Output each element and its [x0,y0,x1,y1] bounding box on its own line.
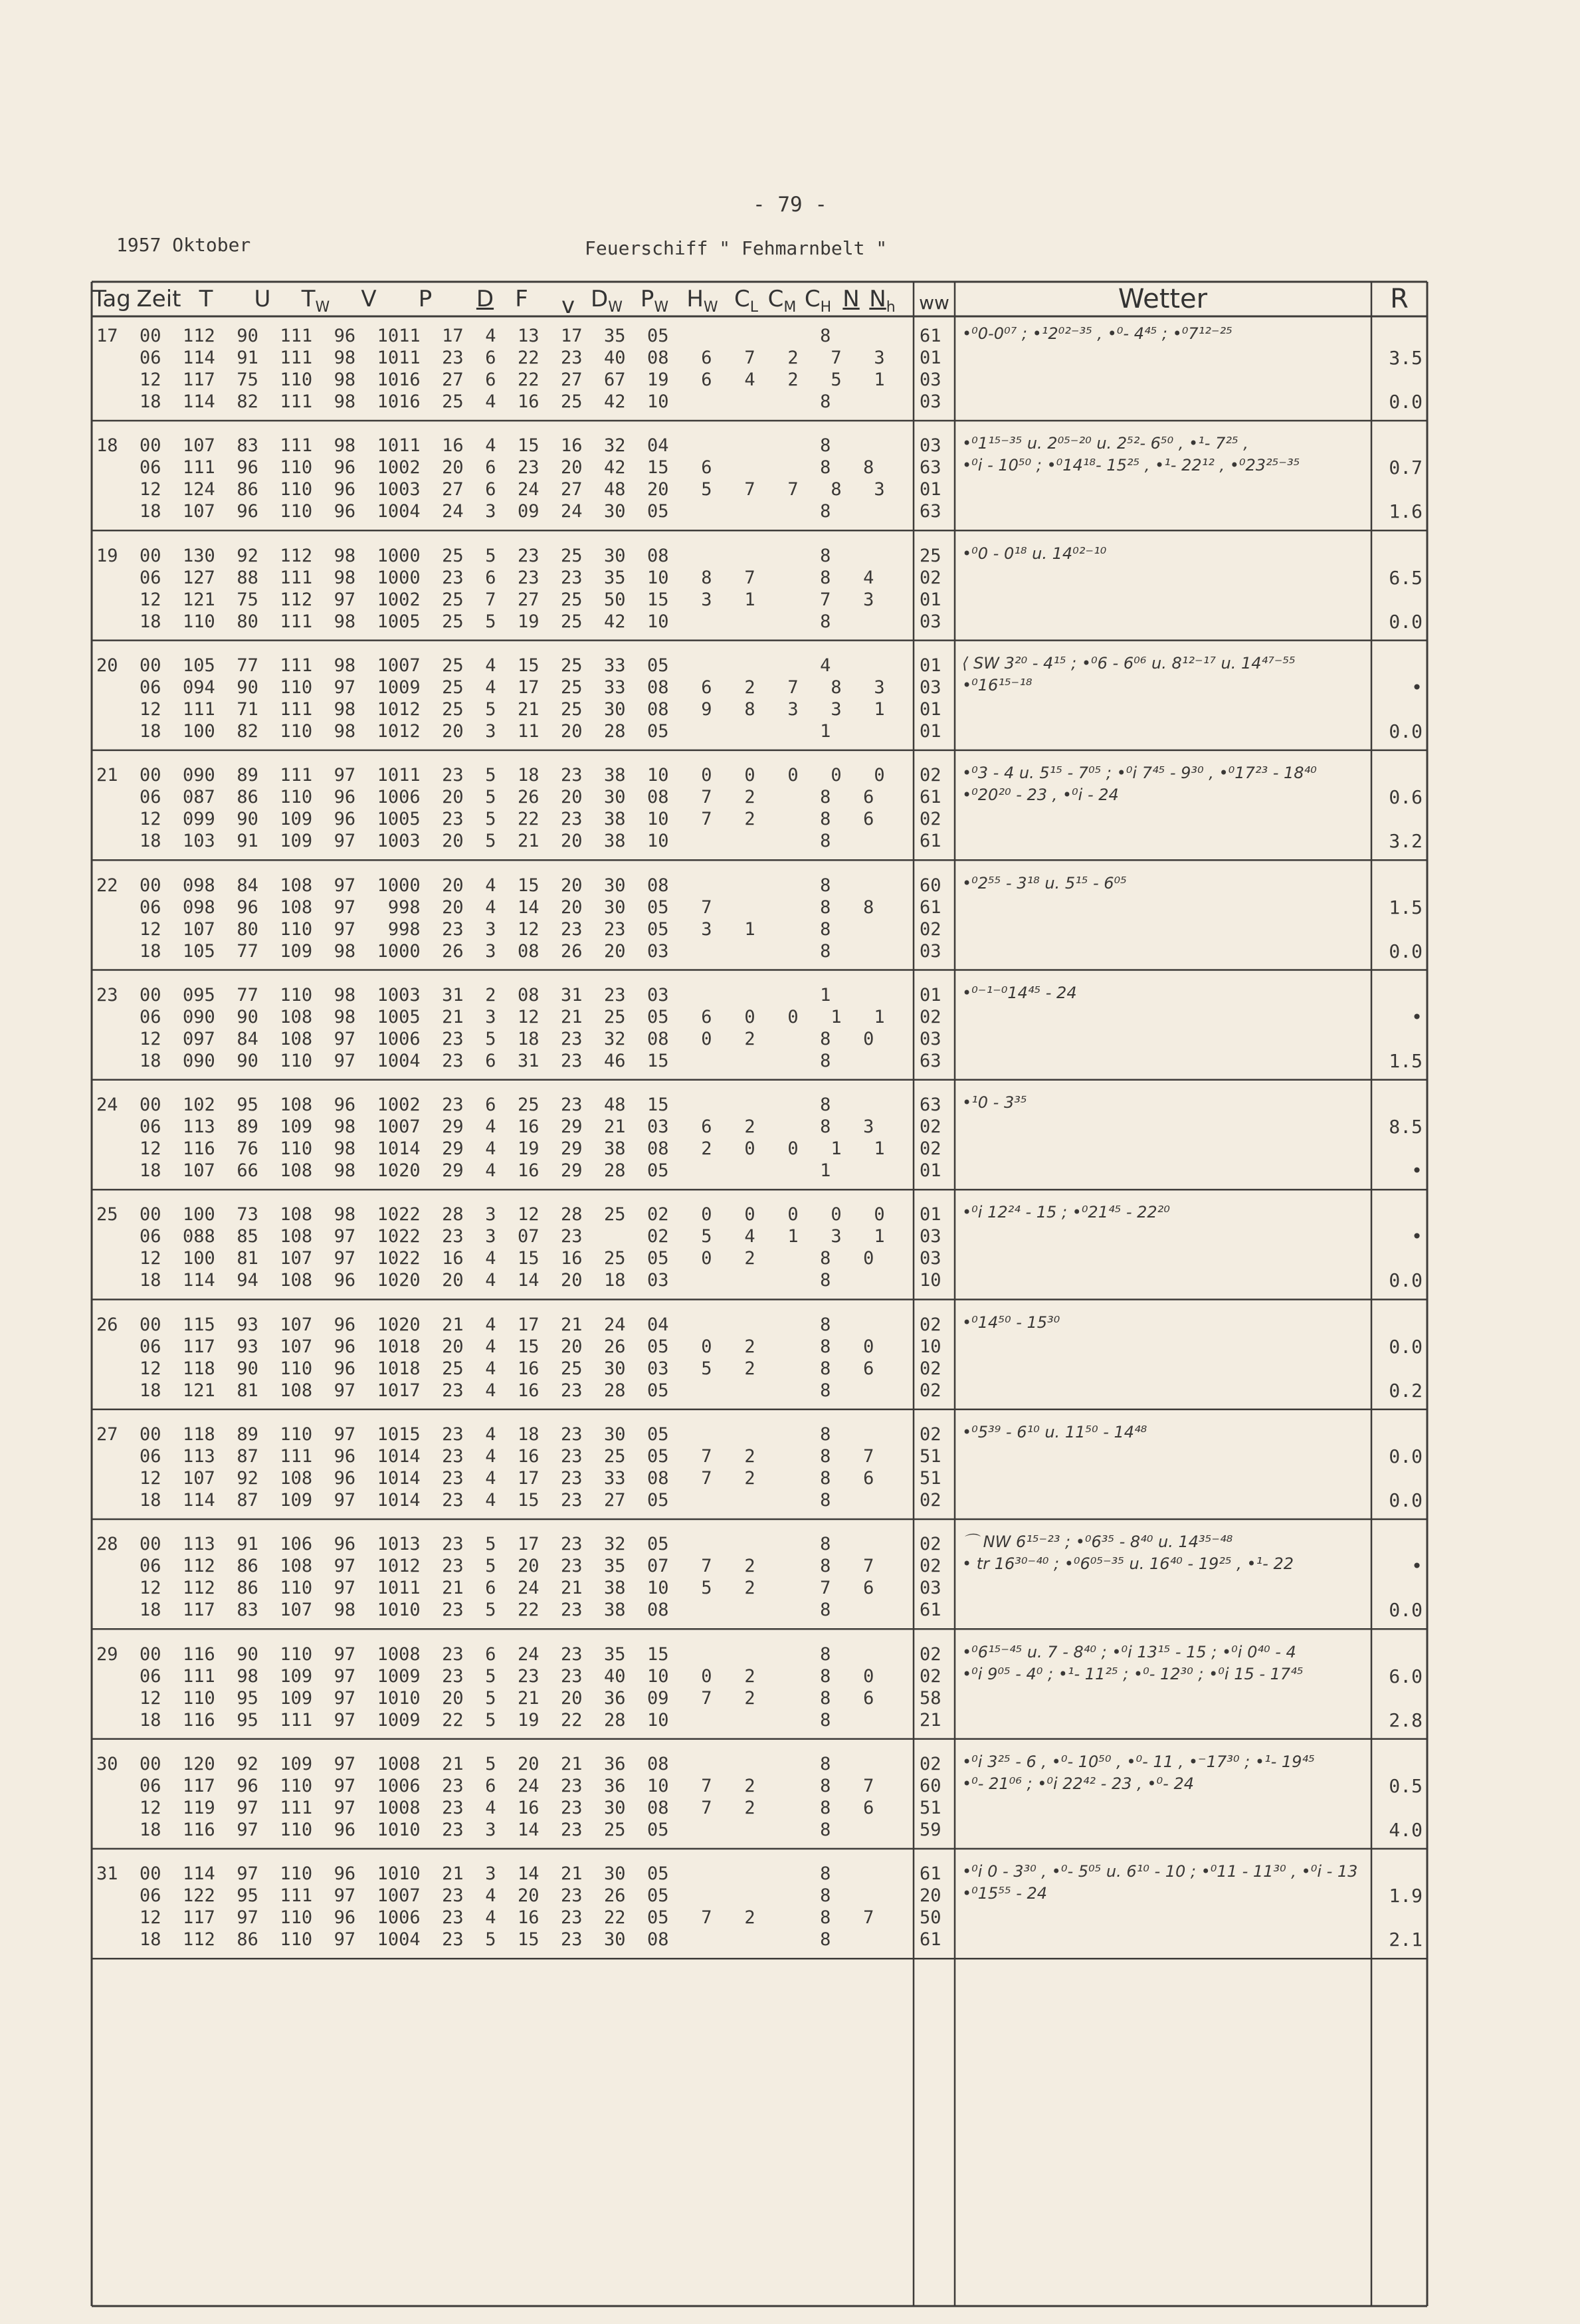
precipitation-value: 8.5 [1389,1116,1423,1138]
ww-code: 03 [920,1248,941,1269]
col-ww: ww [919,292,949,314]
table-row: 12 124 86 110 96 1003 27 6 24 27 48 20 5 7 7 8 3 [96,479,885,500]
table-row: 06 098 96 108 97 998 20 4 14 20 30 05 7 8 8 [96,897,874,918]
precipitation-value: 3.2 [1389,830,1423,853]
ww-code: 02 [920,1138,941,1160]
col-nh: $N_h$ [869,286,896,316]
ww-code: 02 [920,1006,941,1027]
col-v: V [361,286,377,312]
table-row: 18 116 95 111 97 1009 22 5 19 22 28 10 8 [96,1709,831,1731]
weather-note: •⁰14⁵⁰ - 15³⁰ [962,1313,1060,1332]
table-row: 19 00 130 92 112 98 1000 25 5 23 25 30 08 8 [96,545,831,566]
precipitation-value: 2.1 [1389,1929,1423,1951]
weather-note: •⁰5³⁹ - 6¹⁰ u. 11⁵⁰ - 14⁴⁸ [962,1423,1147,1441]
table-row: 12 116 76 110 98 1014 29 4 19 29 38 08 2 0 0 1 1 [96,1138,885,1160]
ww-code: 02 [920,1643,941,1665]
table-row: 12 119 97 111 97 1008 23 4 16 23 30 08 7 2 8 6 [96,1797,874,1818]
table-row: 06 087 86 110 96 1006 20 5 26 20 30 08 7 2 8 6 [96,787,874,808]
table-row: 06 094 90 110 97 1009 25 4 17 25 33 08 6 2 7 8 3 [96,677,885,698]
ww-code: 10 [920,1270,941,1291]
ww-code: 60 [920,875,941,896]
table-row: 18 121 81 108 97 1017 23 4 16 23 28 05 8 [96,1380,831,1401]
weather-note: • tr 16³⁰⁻⁴⁰ ; •⁰6⁰⁵⁻³⁵ u. 16⁴⁰ - 19²⁵ , •¹- 22 [962,1554,1294,1574]
col-pw: $P_W$ [640,286,669,316]
ww-code: 61 [920,897,941,918]
ww-code: 02 [920,1534,941,1555]
table-row: 23 00 095 77 110 98 1003 31 2 08 31 23 03 1 [96,984,831,1005]
table-row: 06 117 93 107 96 1018 20 4 15 20 26 05 0 2 8 0 [96,1336,874,1357]
ww-code: 51 [920,1446,941,1467]
weather-note: •⁰15⁵⁵ - 24 [962,1884,1048,1903]
col-cl: $C_L$ [734,286,758,316]
ww-code: 02 [920,567,941,588]
ww-code: 25 [920,545,941,566]
col-f: F [515,286,528,312]
ww-code: 20 [920,1885,941,1907]
ww-code: 51 [920,1797,941,1818]
ww-code: 03 [920,1226,941,1247]
table-row: 06 111 96 110 96 1002 20 6 23 20 42 15 6 8 8 [96,457,874,478]
weather-note: •⁰2⁵⁵ - 3¹⁸ u. 5¹⁵ - 6⁰⁵ [962,873,1127,893]
ww-code: 03 [920,1028,941,1049]
ww-code: 63 [920,1050,941,1071]
weather-note: ⌒ NW 6¹⁵⁻²³ ; •⁰6³⁵ - 8⁴⁰ u. 14³⁵⁻⁴⁸ [962,1532,1233,1552]
table-row: 18 00 107 83 111 98 1011 16 4 15 16 32 04 8 [96,435,831,457]
precipitation-value: 0.0 [1389,391,1423,413]
table-row: 18 114 94 108 96 1020 20 4 14 20 18 03 8 [96,1270,831,1291]
precipitation-value: 0.0 [1389,1599,1423,1622]
ww-code: 03 [920,677,941,698]
precipitation-value: 1.5 [1389,896,1423,918]
table-row: 30 00 120 92 109 97 1008 21 5 20 21 36 08 8 [96,1753,831,1774]
table-row: 24 00 102 95 108 96 1002 23 6 25 23 48 15 8 [96,1095,831,1116]
precipitation-value: • [1411,1225,1423,1248]
table-row: 18 117 83 107 98 1010 23 5 22 23 38 08 8 [96,1600,831,1621]
table-row: 12 111 71 111 98 1012 25 5 21 25 30 08 9 8 3 3 1 [96,698,885,720]
table-row: 12 099 90 109 96 1005 23 5 22 23 38 10 7 2 8 6 [96,809,874,830]
col-dw: $D_W$ [591,286,623,316]
table-row: 18 112 86 110 97 1004 23 5 15 23 30 08 8 [96,1929,831,1951]
ww-code: 59 [920,1819,941,1840]
col-cm: $C_M$ [767,286,797,316]
table-row: 12 117 75 110 98 1016 27 6 22 27 67 19 6 4 2 5 1 [96,370,885,390]
col-zeit: Zeit [136,286,181,312]
precipitation-value: 0.0 [1389,610,1423,633]
table-row: 28 00 113 91 106 96 1013 23 5 17 23 32 05 8 [96,1534,831,1555]
ww-code: 61 [920,1929,941,1951]
ww-code: 02 [920,765,941,786]
weather-note: ⟨ SW 3²⁰ - 4¹⁵ ; •⁰6 - 6⁰⁶ u. 8¹²⁻¹⁷ u. 14⁴⁷⁻⁵⁵ [962,653,1296,673]
col-t: T [199,286,213,312]
ww-code: 63 [920,501,941,522]
ww-code: 02 [920,1665,941,1687]
ww-code: 61 [920,326,941,346]
col-tw: $T_W$ [301,286,330,316]
table-row: 25 00 100 73 108 98 1022 28 3 12 28 25 02 0 0 0 0 0 [96,1204,885,1225]
table-row: 18 090 90 110 97 1004 23 6 31 23 46 15 8 [96,1050,831,1071]
weather-note: •⁰0 - 0¹⁸ u. 14⁰²⁻¹⁰ [962,544,1107,563]
ww-code: 02 [920,1380,941,1401]
col-vv: v [561,292,575,319]
table-row: 06 117 96 110 97 1006 23 6 24 23 36 10 7 2 8 7 [96,1775,874,1796]
precipitation-value: 0.0 [1389,720,1423,742]
table-row: 29 00 116 90 110 97 1008 23 6 24 23 35 15 8 [96,1643,831,1665]
table-row: 18 116 97 110 96 1010 23 3 14 23 25 05 8 [96,1819,831,1840]
year-month: 1957 Oktober [116,234,251,256]
table-row: 12 112 86 110 97 1011 21 6 24 21 38 10 5 2 7 6 [96,1578,874,1599]
ww-code: 61 [920,1863,941,1885]
ww-code: 03 [920,940,941,962]
table-row: 20 00 105 77 111 98 1007 25 4 15 25 33 05 4 [96,655,831,676]
weather-note: •⁰0-0⁰⁷ ; •¹2⁰²⁻³⁵ , •⁰- 4⁴⁵ ; •⁰7¹²⁻²⁵ [962,324,1233,343]
precipitation-value: 0.0 [1389,1335,1423,1358]
weather-note: •⁰6¹⁵⁻⁴⁵ u. 7 - 8⁴⁰ ; •⁰i 13¹⁵ - 15 ; •⁰i 0⁴⁰ - 4 [962,1642,1296,1661]
precipitation-value: • [1411,1555,1423,1578]
ww-code: 02 [920,1490,941,1511]
ww-code: 51 [920,1468,941,1489]
table-row: 18 107 66 108 98 1020 29 4 16 29 28 05 1 [96,1160,831,1182]
table-row: 12 121 75 112 97 1002 25 7 27 25 50 15 3 1 7 3 [96,589,874,610]
weather-note: •⁰⁻¹⁻⁰14⁴⁵ - 24 [962,983,1077,1002]
table-row: 06 088 85 108 97 1022 23 3 07 23 02 5 4 1 3 1 [96,1226,885,1247]
col-wetter: Wetter [1118,284,1208,314]
ww-code: 01 [920,1204,941,1225]
col-u: U [254,286,271,312]
ww-code: 02 [920,1116,941,1138]
ww-code: 01 [920,1160,941,1182]
col-hw: $H_W$ [686,286,718,316]
precipitation-value: 4.0 [1389,1818,1423,1841]
ww-code: 58 [920,1687,941,1709]
ww-code: 03 [920,435,941,457]
ww-code: 01 [920,348,941,368]
table-row: 12 117 97 110 96 1006 23 4 16 23 22 05 7 2 8 7 [96,1907,874,1929]
precipitation-value: 2.8 [1389,1709,1423,1731]
table-row: 18 114 87 109 97 1014 23 4 15 23 27 05 8 [96,1490,831,1511]
precipitation-value: • [1411,676,1423,698]
ww-code: 01 [920,720,941,742]
precipitation-value: 1.5 [1389,1049,1423,1072]
ww-code: 01 [920,698,941,720]
table-row: 22 00 098 84 108 97 1000 20 4 15 20 30 08 8 [96,875,831,896]
table-row: 06 114 91 111 98 1011 23 6 22 23 40 08 6 7 2 7 3 [96,348,885,368]
col-n: N [842,286,860,312]
ww-code: 03 [920,1578,941,1599]
precipitation-value: 1.9 [1389,1885,1423,1907]
table-row: 12 100 81 107 97 1022 16 4 15 16 25 05 0 2 8 0 [96,1248,874,1269]
precipitation-value: 0.6 [1389,786,1423,809]
ww-code: 01 [920,479,941,500]
precipitation-value: 0.0 [1389,1269,1423,1292]
precipitation-value: • [1411,1005,1423,1028]
table-row: 12 118 90 110 96 1018 25 4 16 25 30 03 5 2 8 6 [96,1358,874,1379]
ww-code: 03 [920,391,941,412]
weather-note: •¹0 - 3³⁵ [962,1093,1027,1112]
ww-code: 61 [920,831,941,852]
ww-code: 01 [920,589,941,610]
precipitation-value: 0.0 [1389,1445,1423,1467]
precipitation-value: 0.5 [1389,1774,1423,1797]
table-row: 18 103 91 109 97 1003 20 5 21 20 38 10 8 [96,831,831,852]
col-d: D [476,286,494,312]
precipitation-value: 6.5 [1389,566,1423,589]
ww-code: 63 [920,457,941,478]
table-row: 12 110 95 109 97 1010 20 5 21 20 36 09 7 2 8 6 [96,1687,874,1709]
ww-code: 50 [920,1907,941,1929]
weather-note: •⁰i 3²⁵ - 6 , •⁰- 10⁵⁰ , •⁰- 11 , •⁻17³⁰ ; •¹- 19⁴⁵ [962,1752,1315,1771]
ww-code: 01 [920,655,941,676]
table-row: 18 114 82 111 98 1016 25 4 16 25 42 10 8 [96,391,831,412]
table-row: 31 00 114 97 110 96 1010 21 3 14 21 30 05 8 [96,1863,831,1885]
table-row: 06 113 89 109 98 1007 29 4 16 29 21 03 6 2 8 3 [96,1116,874,1138]
table-row: 06 127 88 111 98 1000 23 6 23 23 35 10 8 7 8 4 [96,567,874,588]
table-row: 06 111 98 109 97 1009 23 5 23 23 40 10 0 2 8 0 [96,1665,874,1687]
ww-code: 60 [920,1775,941,1796]
ww-code: 02 [920,1556,941,1577]
weather-note: •⁰i 12²⁴ - 15 ; •⁰21⁴⁵ - 22²⁰ [962,1203,1170,1222]
table-row: 18 107 96 110 96 1004 24 3 09 24 30 05 8 [96,501,831,522]
col-r: R [1390,284,1409,314]
col-tag: Tag [92,286,131,312]
table-row: 27 00 118 89 110 97 1015 23 4 18 23 30 05 8 [96,1424,831,1445]
ww-code: 10 [920,1336,941,1357]
vessel-name: Feuerschiff " Fehmarnbelt " [585,237,888,259]
ww-code: 01 [920,984,941,1005]
precipitation-value: 6.0 [1389,1665,1423,1687]
weather-note: •⁰i - 10⁵⁰ ; •⁰14¹⁸- 15²⁵ , •¹- 22¹² , •⁰23²⁵⁻³⁵ [962,456,1300,475]
table-row: 06 122 95 111 97 1007 23 4 20 23 26 05 8 [96,1885,831,1907]
weather-note: •⁰i 0 - 3³⁰ , •⁰- 5⁰⁵ u. 6¹⁰ - 10 ; •⁰11 - 11³⁰ , •⁰i - 13 [962,1862,1358,1881]
ww-code: 63 [920,1095,941,1116]
table-row: 06 113 87 111 96 1014 23 4 16 23 25 05 7 2 8 7 [96,1446,874,1467]
table-row: 26 00 115 93 107 96 1020 21 4 17 21 24 04 8 [96,1314,831,1335]
weather-note: •⁰20²⁰ - 23 , •⁰i - 24 [962,786,1119,805]
ww-code: 02 [920,1358,941,1379]
table-row: 12 107 80 110 97 998 23 3 12 23 23 05 3 1 8 [96,918,831,940]
precipitation-value: 0.7 [1389,457,1423,479]
weather-note: •⁰1¹⁵⁻³⁵ u. 2⁰⁵⁻²⁰ u. 2⁵²- 6⁵⁰ , •¹- 7²⁵ , [962,434,1248,453]
ww-code: 02 [920,809,941,830]
table-row: 17 00 112 90 111 96 1011 17 4 13 17 35 05 8 [96,326,831,346]
table-row: 18 100 82 110 98 1012 20 3 11 20 28 05 1 [96,720,831,742]
table-row: 18 110 80 111 98 1005 25 5 19 25 42 10 8 [96,611,831,632]
page-number: - 79 - [753,193,827,217]
ww-code: 03 [920,611,941,632]
table-row: 21 00 090 89 111 97 1011 23 5 18 23 38 10 0 0 0 0 0 [96,765,885,786]
precipitation-value: 3.5 [1389,347,1423,369]
table-row: 12 097 84 108 97 1006 23 5 18 23 32 08 0 2 8 0 [96,1028,874,1049]
weather-note: •⁰16¹⁵⁻¹⁸ [962,675,1033,694]
ww-code: 61 [920,1600,941,1621]
table-row: 18 105 77 109 98 1000 26 3 08 26 20 03 8 [96,940,831,962]
weather-note: •⁰- 21⁰⁶ ; •⁰i 22⁴² - 23 , •⁰- 24 [962,1774,1194,1793]
precipitation-value: 0.0 [1389,1489,1423,1511]
col-ch: $C_H$ [804,286,832,316]
precipitation-value: 1.6 [1389,500,1423,523]
col-p: P [418,286,433,312]
weather-note: •⁰3 - 4 u. 5¹⁵ - 7⁰⁵ ; •⁰i 7⁴⁵ - 9³⁰ , •⁰17²³ - 18⁴⁰ [962,764,1317,783]
precipitation-value: • [1411,1160,1423,1182]
ww-code: 02 [920,1314,941,1335]
ww-code: 02 [920,1424,941,1445]
weather-note: •⁰i 9⁰⁵ - 4⁰ ; •¹- 11²⁵ ; •⁰- 12³⁰ ; •⁰i 15 - 17⁴⁵ [962,1664,1304,1683]
table-row: 06 090 90 108 98 1005 21 3 12 21 25 05 6 0 0 1 1 [96,1006,885,1027]
ww-code: 21 [920,1709,941,1731]
ww-code: 61 [920,787,941,808]
precipitation-value: 0.2 [1389,1379,1423,1402]
ww-code: 03 [920,370,941,390]
table-row: 12 107 92 108 96 1014 23 4 17 23 33 08 7 2 8 6 [96,1468,874,1489]
ww-code: 02 [920,1753,941,1774]
ww-code: 02 [920,918,941,940]
precipitation-value: 0.0 [1389,940,1423,962]
table-row: 06 112 86 108 97 1012 23 5 20 23 35 07 7 2 8 7 [96,1556,874,1577]
